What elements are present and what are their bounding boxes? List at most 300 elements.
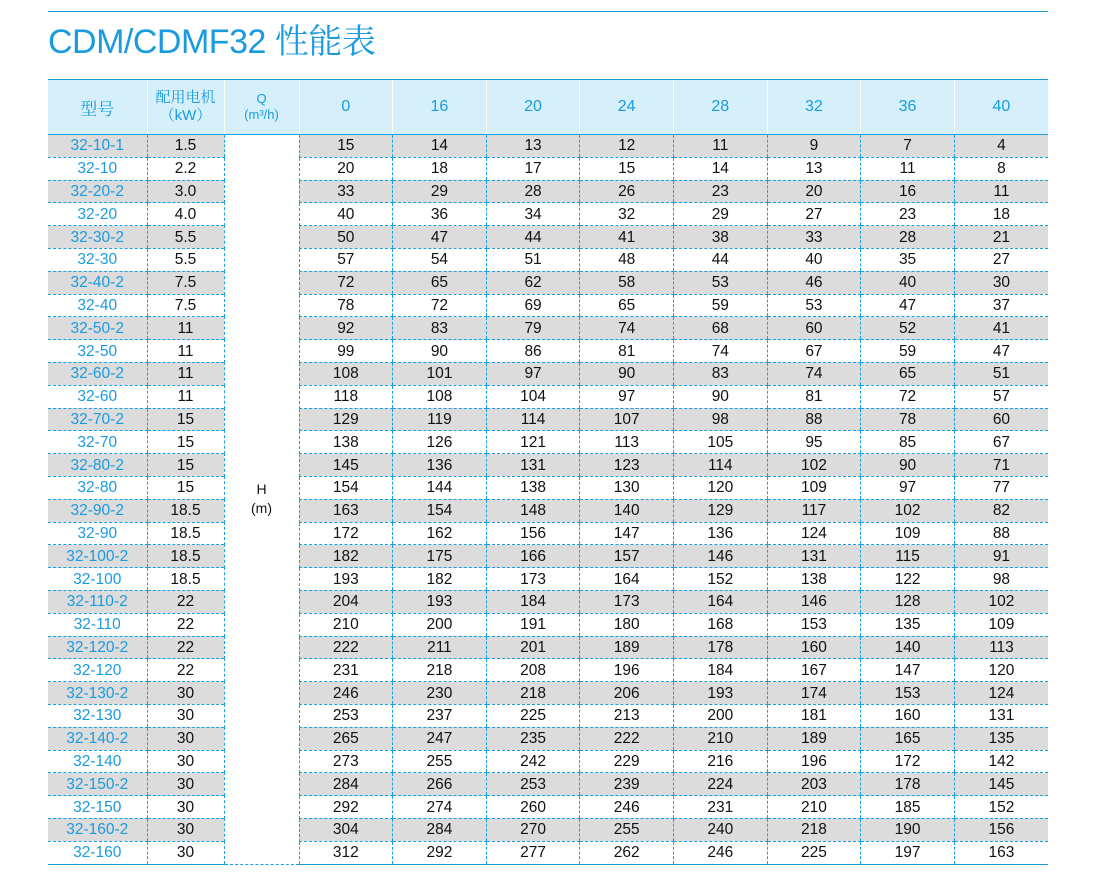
head-value-cell: 60 bbox=[954, 408, 1048, 431]
motor-power-cell: 22 bbox=[147, 590, 224, 613]
head-value-cell: 122 bbox=[861, 568, 955, 591]
table-row bbox=[48, 294, 1048, 317]
table-row bbox=[48, 613, 1048, 636]
head-value-cell: 164 bbox=[580, 568, 674, 591]
head-value-cell: 210 bbox=[767, 796, 861, 819]
head-value-cell: 224 bbox=[674, 773, 768, 796]
motor-power-cell: 18.5 bbox=[147, 568, 224, 591]
table-row bbox=[48, 454, 1048, 477]
header-motor-unit: （kW） bbox=[159, 107, 212, 124]
head-value-cell: 166 bbox=[486, 545, 580, 568]
head-value-cell: 131 bbox=[954, 704, 1048, 727]
head-value-cell: 4 bbox=[954, 135, 1048, 158]
head-value-cell: 218 bbox=[486, 682, 580, 705]
head-value-cell: 9 bbox=[767, 135, 861, 158]
header-flow-2: 20 bbox=[486, 80, 580, 135]
model-cell: 32-150 bbox=[48, 796, 147, 819]
head-value-cell: 102 bbox=[767, 454, 861, 477]
head-value-cell: 196 bbox=[767, 750, 861, 773]
head-value-cell: 27 bbox=[767, 203, 861, 226]
head-value-cell: 131 bbox=[486, 454, 580, 477]
head-value-cell: 97 bbox=[486, 362, 580, 385]
page-title: CDM/CDMF32 性能表 bbox=[48, 23, 376, 61]
header-motor-power bbox=[147, 80, 224, 135]
model-cell: 32-10-1 bbox=[48, 135, 147, 158]
motor-power-cell: 15 bbox=[147, 454, 224, 477]
head-value-cell: 91 bbox=[954, 545, 1048, 568]
head-value-cell: 124 bbox=[767, 522, 861, 545]
head-value-cell: 167 bbox=[767, 659, 861, 682]
head-value-cell: 136 bbox=[674, 522, 768, 545]
header-model bbox=[48, 80, 147, 135]
head-value-cell: 200 bbox=[674, 704, 768, 727]
model-cell: 32-150-2 bbox=[48, 773, 147, 796]
header-flow-0: 0 bbox=[299, 80, 393, 135]
head-value-cell: 152 bbox=[674, 568, 768, 591]
head-value-cell: 18 bbox=[393, 157, 487, 180]
head-value-cell: 29 bbox=[393, 180, 487, 203]
head-value-cell: 11 bbox=[954, 180, 1048, 203]
head-value-cell: 12 bbox=[580, 135, 674, 158]
head-value-cell: 231 bbox=[299, 659, 393, 682]
head-value-cell: 211 bbox=[393, 636, 487, 659]
head-value-cell: 101 bbox=[393, 362, 487, 385]
head-value-cell: 65 bbox=[580, 294, 674, 317]
head-value-cell: 15 bbox=[580, 157, 674, 180]
head-value-cell: 99 bbox=[299, 340, 393, 363]
model-cell: 32-20-2 bbox=[48, 180, 147, 203]
head-value-cell: 74 bbox=[767, 362, 861, 385]
head-value-cell: 33 bbox=[767, 226, 861, 249]
head-value-cell: 27 bbox=[954, 248, 1048, 271]
performance-table bbox=[48, 79, 1048, 865]
model-cell: 32-100-2 bbox=[48, 545, 147, 568]
head-value-cell: 154 bbox=[393, 499, 487, 522]
head-value-cell: 145 bbox=[299, 454, 393, 477]
head-value-cell: 240 bbox=[674, 818, 768, 841]
model-cell: 32-80-2 bbox=[48, 454, 147, 477]
head-value-cell: 37 bbox=[954, 294, 1048, 317]
head-value-cell: 185 bbox=[861, 796, 955, 819]
head-value-cell: 83 bbox=[674, 362, 768, 385]
head-value-cell: 88 bbox=[954, 522, 1048, 545]
head-value-cell: 247 bbox=[393, 727, 487, 750]
head-value-cell: 34 bbox=[486, 203, 580, 226]
head-value-cell: 77 bbox=[954, 476, 1048, 499]
header-flow-4: 28 bbox=[674, 80, 768, 135]
head-value-cell: 222 bbox=[299, 636, 393, 659]
table-row bbox=[48, 773, 1048, 796]
head-value-cell: 284 bbox=[393, 818, 487, 841]
head-value-cell: 44 bbox=[486, 226, 580, 249]
head-value-cell: 14 bbox=[674, 157, 768, 180]
head-value-cell: 266 bbox=[393, 773, 487, 796]
motor-power-cell: 18.5 bbox=[147, 499, 224, 522]
table-row bbox=[48, 522, 1048, 545]
head-value-cell: 67 bbox=[767, 340, 861, 363]
head-value-cell: 274 bbox=[393, 796, 487, 819]
head-value-cell: 147 bbox=[580, 522, 674, 545]
table-row bbox=[48, 682, 1048, 705]
model-cell: 32-30 bbox=[48, 248, 147, 271]
head-value-cell: 193 bbox=[393, 590, 487, 613]
motor-power-cell: 30 bbox=[147, 750, 224, 773]
head-value-cell: 260 bbox=[486, 796, 580, 819]
head-value-cell: 78 bbox=[299, 294, 393, 317]
head-value-cell: 162 bbox=[393, 522, 487, 545]
head-value-cell: 312 bbox=[299, 841, 393, 864]
head-value-cell: 189 bbox=[580, 636, 674, 659]
head-value-cell: 92 bbox=[299, 317, 393, 340]
head-value-cell: 117 bbox=[767, 499, 861, 522]
head-value-cell: 253 bbox=[486, 773, 580, 796]
head-value-cell: 40 bbox=[299, 203, 393, 226]
model-cell: 32-130 bbox=[48, 704, 147, 727]
head-value-cell: 160 bbox=[767, 636, 861, 659]
head-value-cell: 28 bbox=[861, 226, 955, 249]
head-value-cell: 72 bbox=[393, 294, 487, 317]
header-flow-label: Q bbox=[256, 91, 267, 106]
head-value-cell: 62 bbox=[486, 271, 580, 294]
head-value-cell: 121 bbox=[486, 431, 580, 454]
head-value-cell: 33 bbox=[299, 180, 393, 203]
motor-power-cell: 7.5 bbox=[147, 294, 224, 317]
head-value-cell: 246 bbox=[299, 682, 393, 705]
head-value-cell: 74 bbox=[674, 340, 768, 363]
head-value-cell: 17 bbox=[486, 157, 580, 180]
header-flow-1: 16 bbox=[393, 80, 487, 135]
head-value-cell: 174 bbox=[767, 682, 861, 705]
head-value-cell: 140 bbox=[861, 636, 955, 659]
motor-power-cell: 18.5 bbox=[147, 545, 224, 568]
head-value-cell: 109 bbox=[954, 613, 1048, 636]
table-row bbox=[48, 431, 1048, 454]
head-value-cell: 59 bbox=[861, 340, 955, 363]
table-row bbox=[48, 135, 1048, 158]
model-cell: 32-90-2 bbox=[48, 499, 147, 522]
table-row bbox=[48, 704, 1048, 727]
motor-power-cell: 5.5 bbox=[147, 248, 224, 271]
head-value-cell: 78 bbox=[861, 408, 955, 431]
table-row bbox=[48, 590, 1048, 613]
motor-power-cell: 7.5 bbox=[147, 271, 224, 294]
head-value-cell: 197 bbox=[861, 841, 955, 864]
motor-power-cell: 30 bbox=[147, 727, 224, 750]
head-value-cell: 152 bbox=[954, 796, 1048, 819]
head-value-cell: 113 bbox=[580, 431, 674, 454]
head-value-cell: 180 bbox=[580, 613, 674, 636]
header-model-label: 型号 bbox=[80, 99, 115, 119]
head-value-cell: 129 bbox=[674, 499, 768, 522]
head-value-cell: 120 bbox=[954, 659, 1048, 682]
model-cell: 32-40 bbox=[48, 294, 147, 317]
head-value-cell: 146 bbox=[674, 545, 768, 568]
head-value-cell: 231 bbox=[674, 796, 768, 819]
head-value-cell: 59 bbox=[674, 294, 768, 317]
head-value-cell: 147 bbox=[861, 659, 955, 682]
table-row bbox=[48, 340, 1048, 363]
head-value-cell: 255 bbox=[580, 818, 674, 841]
head-value-cell: 51 bbox=[486, 248, 580, 271]
head-value-cell: 284 bbox=[299, 773, 393, 796]
head-value-cell: 237 bbox=[393, 704, 487, 727]
motor-power-cell: 15 bbox=[147, 476, 224, 499]
head-value-cell: 109 bbox=[767, 476, 861, 499]
head-value-cell: 88 bbox=[767, 408, 861, 431]
motor-power-cell: 3.0 bbox=[147, 180, 224, 203]
model-cell: 32-110 bbox=[48, 613, 147, 636]
head-value-cell: 138 bbox=[299, 431, 393, 454]
head-value-cell: 118 bbox=[299, 385, 393, 408]
motor-power-cell: 30 bbox=[147, 796, 224, 819]
head-value-cell: 20 bbox=[299, 157, 393, 180]
header-flow-unit-label: (m³/h) bbox=[244, 107, 279, 122]
table-row bbox=[48, 545, 1048, 568]
head-value-cell: 104 bbox=[486, 385, 580, 408]
table-row bbox=[48, 248, 1048, 271]
head-value-cell: 181 bbox=[767, 704, 861, 727]
table-row bbox=[48, 659, 1048, 682]
model-cell: 32-140-2 bbox=[48, 727, 147, 750]
head-value-cell: 178 bbox=[674, 636, 768, 659]
motor-power-cell: 1.5 bbox=[147, 135, 224, 158]
head-value-cell: 172 bbox=[299, 522, 393, 545]
head-value-cell: 40 bbox=[767, 248, 861, 271]
head-value-cell: 184 bbox=[674, 659, 768, 682]
model-cell: 32-100 bbox=[48, 568, 147, 591]
head-value-cell: 72 bbox=[299, 271, 393, 294]
head-label: H bbox=[256, 481, 267, 498]
header-flow-3: 24 bbox=[580, 80, 674, 135]
head-value-cell: 182 bbox=[393, 568, 487, 591]
head-value-cell: 23 bbox=[861, 203, 955, 226]
table-row bbox=[48, 476, 1048, 499]
head-value-cell: 131 bbox=[767, 545, 861, 568]
head-value-cell: 50 bbox=[299, 226, 393, 249]
head-value-cell: 44 bbox=[674, 248, 768, 271]
head-value-cell: 184 bbox=[486, 590, 580, 613]
model-cell: 32-50 bbox=[48, 340, 147, 363]
head-value-cell: 262 bbox=[580, 841, 674, 864]
head-value-cell: 157 bbox=[580, 545, 674, 568]
head-value-cell: 200 bbox=[393, 613, 487, 636]
head-value-cell: 292 bbox=[393, 841, 487, 864]
head-value-cell: 203 bbox=[767, 773, 861, 796]
head-value-cell: 135 bbox=[861, 613, 955, 636]
motor-power-cell: 30 bbox=[147, 682, 224, 705]
head-value-cell: 86 bbox=[486, 340, 580, 363]
head-value-cell: 206 bbox=[580, 682, 674, 705]
motor-power-cell: 22 bbox=[147, 636, 224, 659]
model-cell: 32-50-2 bbox=[48, 317, 147, 340]
head-value-cell: 28 bbox=[486, 180, 580, 203]
head-value-cell: 173 bbox=[486, 568, 580, 591]
model-cell: 32-40-2 bbox=[48, 271, 147, 294]
head-value-cell: 108 bbox=[393, 385, 487, 408]
head-value-cell: 74 bbox=[580, 317, 674, 340]
head-value-cell: 52 bbox=[861, 317, 955, 340]
model-cell: 32-90 bbox=[48, 522, 147, 545]
table-row bbox=[48, 226, 1048, 249]
model-cell: 32-160 bbox=[48, 841, 147, 864]
motor-power-cell: 30 bbox=[147, 841, 224, 864]
motor-power-cell: 18.5 bbox=[147, 522, 224, 545]
head-value-cell: 16 bbox=[861, 180, 955, 203]
head-value-cell: 47 bbox=[861, 294, 955, 317]
head-value-cell: 126 bbox=[393, 431, 487, 454]
head-value-cell: 145 bbox=[954, 773, 1048, 796]
head-value-cell: 95 bbox=[767, 431, 861, 454]
head-value-cell: 193 bbox=[299, 568, 393, 591]
head-value-cell: 114 bbox=[674, 454, 768, 477]
head-value-cell: 124 bbox=[954, 682, 1048, 705]
head-value-cell: 193 bbox=[674, 682, 768, 705]
head-value-cell: 54 bbox=[393, 248, 487, 271]
head-value-cell: 83 bbox=[393, 317, 487, 340]
head-value-cell: 182 bbox=[299, 545, 393, 568]
model-cell: 32-130-2 bbox=[48, 682, 147, 705]
head-value-cell: 222 bbox=[580, 727, 674, 750]
head-value-cell: 163 bbox=[954, 841, 1048, 864]
head-value-cell: 90 bbox=[674, 385, 768, 408]
head-value-cell: 97 bbox=[861, 476, 955, 499]
head-value-cell: 32 bbox=[580, 203, 674, 226]
head-value-cell: 48 bbox=[580, 248, 674, 271]
top-rule bbox=[48, 11, 1048, 12]
head-value-cell: 30 bbox=[954, 271, 1048, 294]
head-value-cell: 38 bbox=[674, 226, 768, 249]
head-value-cell: 53 bbox=[767, 294, 861, 317]
model-cell: 32-120-2 bbox=[48, 636, 147, 659]
table-row bbox=[48, 499, 1048, 522]
head-value-cell: 154 bbox=[299, 476, 393, 499]
head-value-cell: 196 bbox=[580, 659, 674, 682]
table-row bbox=[48, 317, 1048, 340]
head-value-cell: 246 bbox=[674, 841, 768, 864]
head-value-cell: 119 bbox=[393, 408, 487, 431]
head-value-cell: 102 bbox=[954, 590, 1048, 613]
head-value-cell: 253 bbox=[299, 704, 393, 727]
head-value-cell: 79 bbox=[486, 317, 580, 340]
head-value-cell: 41 bbox=[580, 226, 674, 249]
head-value-cell: 138 bbox=[486, 476, 580, 499]
head-value-cell: 53 bbox=[674, 271, 768, 294]
motor-power-cell: 11 bbox=[147, 317, 224, 340]
head-value-cell: 239 bbox=[580, 773, 674, 796]
head-value-cell: 115 bbox=[861, 545, 955, 568]
head-value-cell: 168 bbox=[674, 613, 768, 636]
head-value-cell: 189 bbox=[767, 727, 861, 750]
model-cell: 32-60-2 bbox=[48, 362, 147, 385]
head-value-cell: 69 bbox=[486, 294, 580, 317]
motor-power-cell: 30 bbox=[147, 704, 224, 727]
head-value-cell: 7 bbox=[861, 135, 955, 158]
head-value-cell: 23 bbox=[674, 180, 768, 203]
head-unit-label: (m) bbox=[251, 500, 272, 517]
head-value-cell: 270 bbox=[486, 818, 580, 841]
head-value-cell: 128 bbox=[861, 590, 955, 613]
head-value-cell: 292 bbox=[299, 796, 393, 819]
table-row bbox=[48, 408, 1048, 431]
head-value-cell: 178 bbox=[861, 773, 955, 796]
head-value-cell: 29 bbox=[674, 203, 768, 226]
model-cell: 32-10 bbox=[48, 157, 147, 180]
head-value-cell: 265 bbox=[299, 727, 393, 750]
header-flow-5: 32 bbox=[767, 80, 861, 135]
head-value-cell: 11 bbox=[861, 157, 955, 180]
head-value-cell: 144 bbox=[393, 476, 487, 499]
head-value-cell: 120 bbox=[674, 476, 768, 499]
head-value-cell: 65 bbox=[861, 362, 955, 385]
head-value-cell: 68 bbox=[674, 317, 768, 340]
head-value-cell: 163 bbox=[299, 499, 393, 522]
head-value-cell: 18 bbox=[954, 203, 1048, 226]
head-value-cell: 102 bbox=[861, 499, 955, 522]
head-value-cell: 26 bbox=[580, 180, 674, 203]
model-cell: 32-70-2 bbox=[48, 408, 147, 431]
head-value-cell: 85 bbox=[861, 431, 955, 454]
head-value-cell: 41 bbox=[954, 317, 1048, 340]
motor-power-cell: 22 bbox=[147, 613, 224, 636]
table-row bbox=[48, 841, 1048, 864]
model-cell: 32-80 bbox=[48, 476, 147, 499]
head-value-cell: 160 bbox=[861, 704, 955, 727]
head-value-cell: 35 bbox=[861, 248, 955, 271]
model-cell: 32-20 bbox=[48, 203, 147, 226]
head-value-cell: 246 bbox=[580, 796, 674, 819]
header-flow-6: 36 bbox=[861, 80, 955, 135]
head-value-cell: 213 bbox=[580, 704, 674, 727]
head-value-cell: 129 bbox=[299, 408, 393, 431]
head-value-cell: 81 bbox=[767, 385, 861, 408]
head-value-cell: 277 bbox=[486, 841, 580, 864]
head-value-cell: 57 bbox=[954, 385, 1048, 408]
head-value-cell: 208 bbox=[486, 659, 580, 682]
head-value-cell: 98 bbox=[674, 408, 768, 431]
head-value-cell: 67 bbox=[954, 431, 1048, 454]
table-row bbox=[48, 203, 1048, 226]
head-value-cell: 40 bbox=[861, 271, 955, 294]
model-cell: 32-140 bbox=[48, 750, 147, 773]
head-value-cell: 190 bbox=[861, 818, 955, 841]
head-value-cell: 235 bbox=[486, 727, 580, 750]
head-value-cell: 173 bbox=[580, 590, 674, 613]
head-value-cell: 156 bbox=[954, 818, 1048, 841]
head-value-cell: 13 bbox=[767, 157, 861, 180]
model-cell: 32-110-2 bbox=[48, 590, 147, 613]
motor-power-cell: 15 bbox=[147, 408, 224, 431]
head-value-cell: 72 bbox=[861, 385, 955, 408]
head-value-cell: 107 bbox=[580, 408, 674, 431]
head-value-cell: 142 bbox=[954, 750, 1048, 773]
model-cell: 32-160-2 bbox=[48, 818, 147, 841]
head-value-cell: 304 bbox=[299, 818, 393, 841]
motor-power-cell: 22 bbox=[147, 659, 224, 682]
head-value-cell: 130 bbox=[580, 476, 674, 499]
head-value-cell: 90 bbox=[861, 454, 955, 477]
head-value-cell: 201 bbox=[486, 636, 580, 659]
head-value-cell: 230 bbox=[393, 682, 487, 705]
head-value-cell: 191 bbox=[486, 613, 580, 636]
head-value-cell: 36 bbox=[393, 203, 487, 226]
motor-power-cell: 15 bbox=[147, 431, 224, 454]
head-value-cell: 109 bbox=[861, 522, 955, 545]
head-value-cell: 82 bbox=[954, 499, 1048, 522]
table-body bbox=[48, 135, 1048, 865]
head-value-cell: 47 bbox=[393, 226, 487, 249]
head-value-cell: 11 bbox=[674, 135, 768, 158]
head-value-cell: 113 bbox=[954, 636, 1048, 659]
